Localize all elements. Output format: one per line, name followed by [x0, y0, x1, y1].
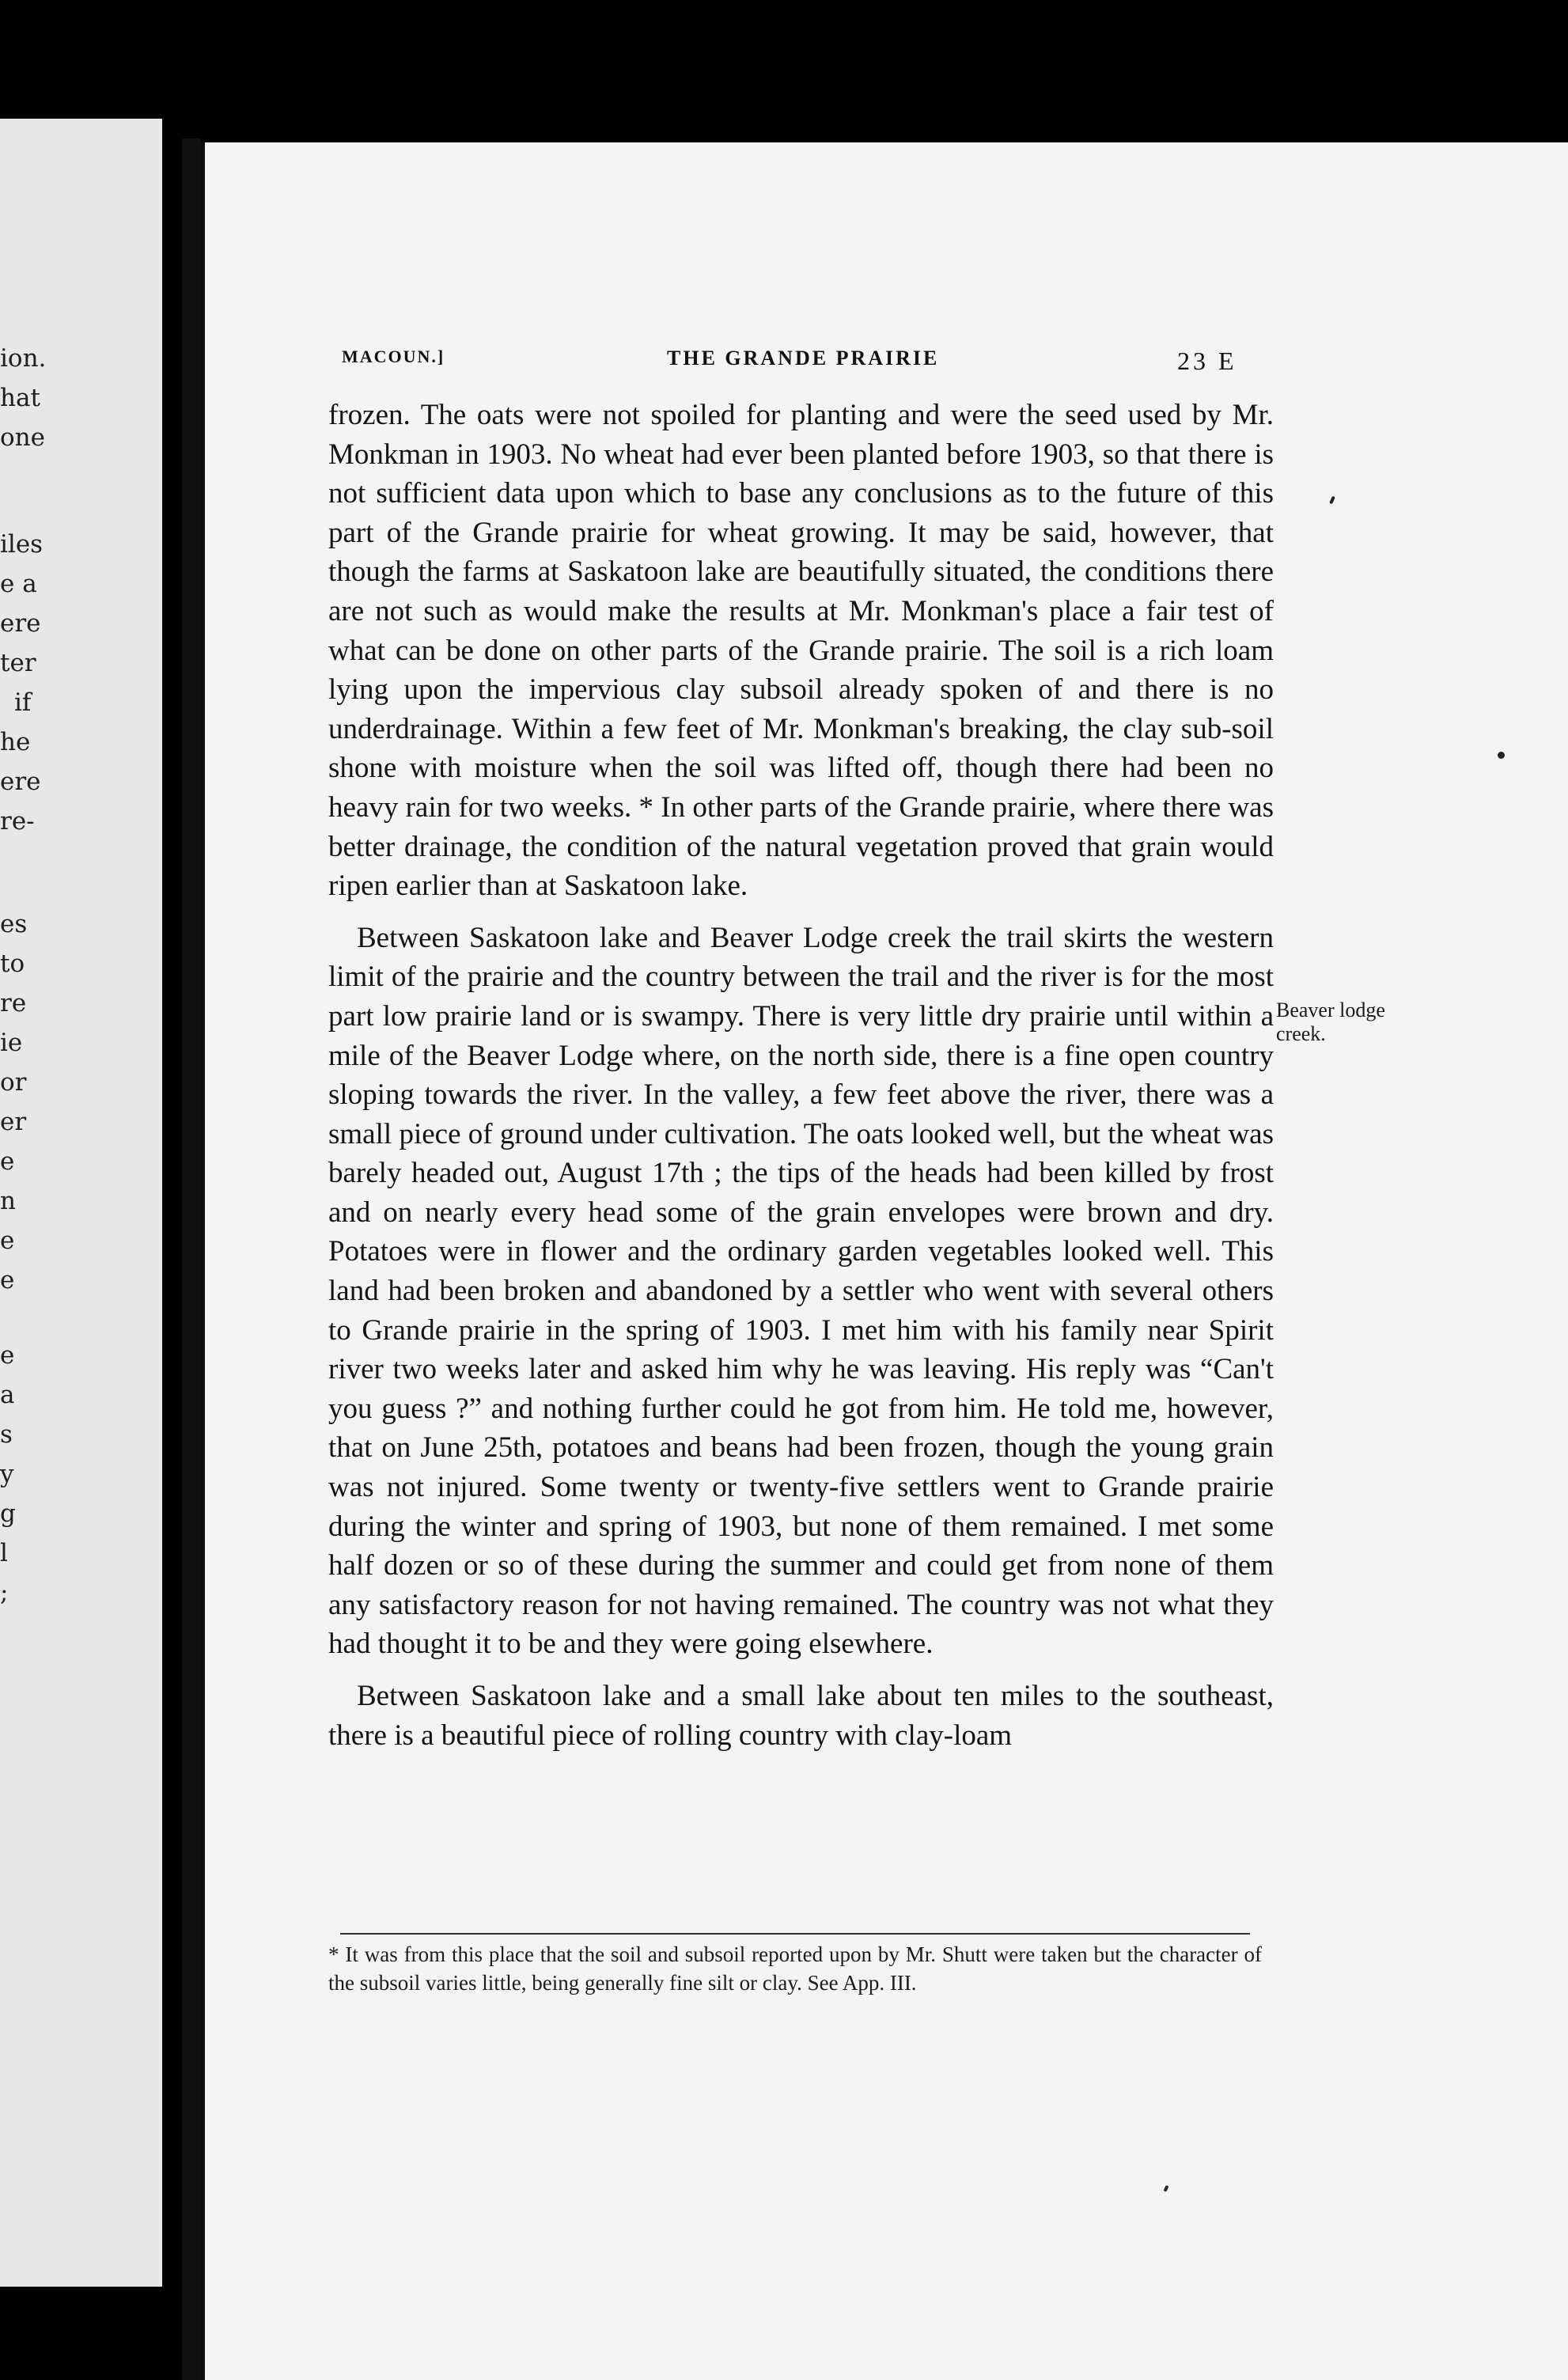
marginal-note: Beaver lodge creek. — [1276, 999, 1385, 1045]
prev-page-word: s — [0, 1420, 13, 1449]
prev-page-word: re — [0, 989, 27, 1018]
running-header-title: THE GRANDE PRAIRIE — [667, 347, 940, 370]
prev-page-word: one — [0, 423, 45, 452]
footnote-divider — [340, 1933, 1250, 1935]
prev-page-word: ion. — [0, 344, 47, 373]
prev-page-word: er — [0, 1108, 27, 1136]
prev-page-word: e — [0, 1341, 15, 1370]
prev-page-word: if — [14, 688, 32, 717]
page-gutter-shadow — [182, 138, 201, 2380]
prev-page-word: to — [0, 949, 25, 978]
body-text — [328, 396, 1274, 1755]
prev-page-word: ; — [0, 1578, 9, 1607]
prev-page-word: e — [0, 1266, 15, 1294]
running-header-author: MACOUN.] — [342, 347, 445, 366]
prev-page-word: ere — [0, 609, 41, 638]
prev-page-word: iles — [0, 530, 44, 559]
prev-page-word: g — [0, 1499, 16, 1528]
prev-page-word: e a — [0, 570, 37, 598]
previous-page-edge — [0, 119, 162, 2287]
prev-page-word: l — [0, 1539, 8, 1567]
prev-page-word: n — [0, 1187, 16, 1215]
prev-page-word: ter — [0, 649, 36, 677]
footnote: * It was from this place that the soil and subsoil reported upon by Mr. Shutt were taken but the character of the subsoil varies little, being generally fine silt or clay. See App. III. — [328, 1942, 1262, 1995]
prev-page-word: e — [0, 1147, 15, 1176]
prev-page-word: e — [0, 1226, 15, 1255]
paragraph: frozen. The oats were not spoiled for planting and were the seed used by Mr. Monkman in 1903. No wheat had ever been planted before 1903, so that there is not sufficient data upon which to base any conclusions as to the future of this part of the Grande prairie for wheat growing. It may be said, however, that though the farms at Saskatoon lake are beautifully situated, the conditions there are not such as would make the results at Mr. Monkman's place a fair test of what can be done on other parts of the Grande prairie. The soil is a rich loam lying upon the impervious clay subsoil already spoken of and there is no underdrainage. Within a few feet of Mr. Monkman's breaking, the clay sub-soil shone with moisture when the soil was lifted off, though there had been no heavy rain for two weeks. * In other parts of the Grande prairie, where there was better drainage, the condition of the natural vegetation proved that grain would ripen earlier than at Saskatoon lake. — [328, 399, 1274, 903]
prev-page-word: y — [0, 1460, 14, 1488]
prev-page-word: ie — [0, 1029, 23, 1057]
prev-page-word: es — [0, 910, 28, 938]
prev-page-word: or — [0, 1068, 27, 1097]
prev-page-word: ere — [0, 767, 41, 796]
prev-page-word: hat — [0, 384, 40, 412]
page-number: 23 E — [1177, 347, 1237, 375]
prev-page-word: a — [0, 1381, 15, 1409]
scan-speck — [1498, 752, 1505, 759]
paragraph: Between Saskatoon lake and a small lake about ten miles to the southeast, there is a beautiful piece of rolling country with clay-loam — [328, 1680, 1274, 1752]
paragraph: Between Saskatoon lake and Beaver Lodge creek the trail skirts the western limit of the prairie and the country between the trail and the river is for the most part low prairie land or is swampy. There is very little dry prairie until within a mile of the Beaver Lodge where, on the north side, there is a fine open country sloping towards the river. In the valley, a few feet above the river, there was a small piece of ground under cultivation. The oats looked well, but the wheat was barely headed out, August 17th ; the tips of the heads had been killed by frost and on nearly every head some of the grain envelopes were brown and dry. Potatoes were in flower and the ordinary garden vegetables looked well. This land had been broken and abandoned by a settler who went with several others to Grande prairie in the spring of 1903. I met him with his family near Spirit river two weeks later and asked him why he was leaving. His reply was “Can't you guess ?” and nothing further could he got from him. He told me, however, that on June 25th, potatoes and beans had been frozen, though the young grain was not injured. Some twenty or twenty-five settlers went to Grande prairie during the winter and spring of 1903, but none of them remained. I met some half dozen or so of these during the summer and could get from none of them any satisfactory reason for not having remained. The country was not what they had thought it to be and they were going elsewhere. — [328, 921, 1274, 1661]
prev-page-word: re- — [0, 807, 35, 836]
prev-page-word: he — [0, 728, 31, 756]
